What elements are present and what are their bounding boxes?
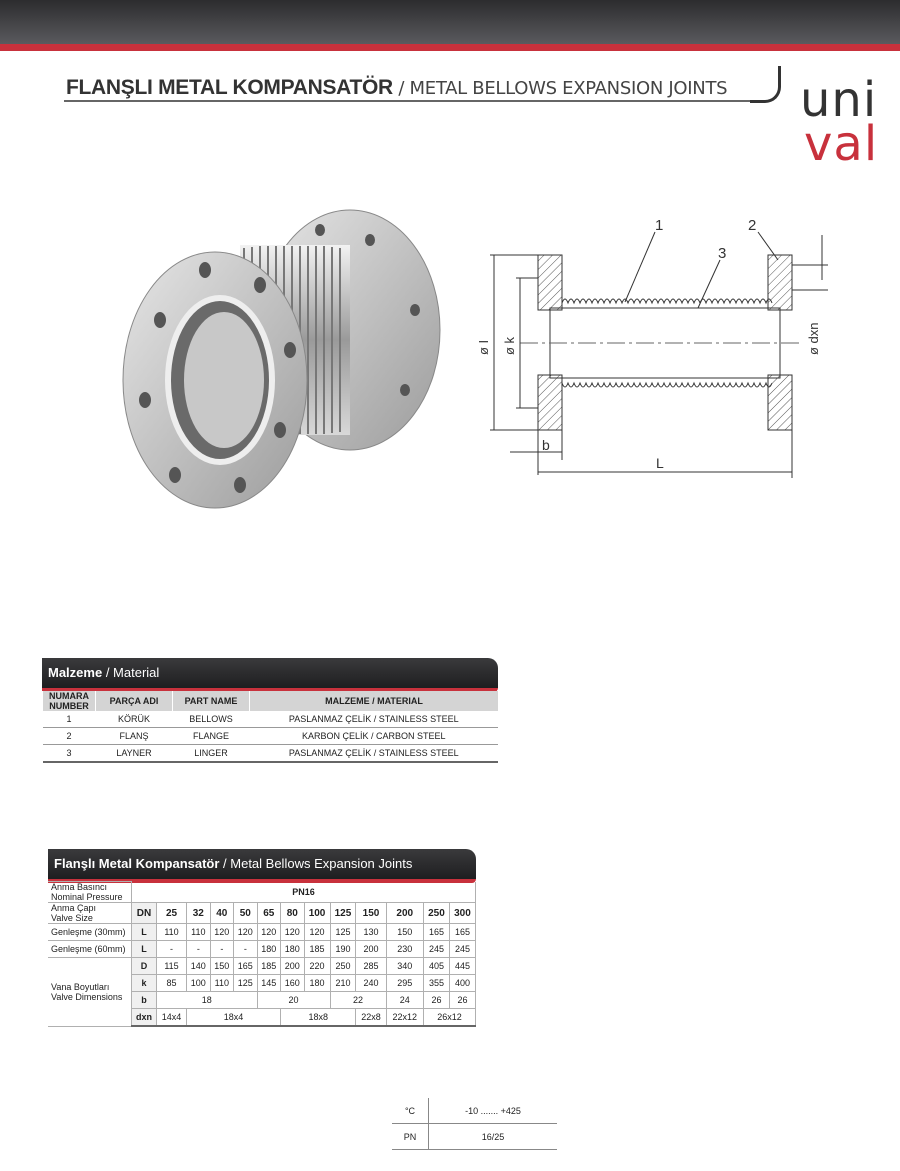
material-table [42,691,498,763]
callout-1: 1 [655,217,664,234]
dimensions-heading-thin: / Metal Bellows Expansion Joints [219,856,413,871]
inner-liner [184,312,264,448]
header-part-name-en: PART NAME [173,691,250,711]
page-title [66,76,727,100]
dim-L-label: L [656,455,664,471]
dim-I-label: ø I [476,339,491,355]
pn-value: 16/25 [429,1124,558,1150]
dimensions-heading-bold: Flanşlı Metal Kompansatör [54,856,220,871]
dimensions-table [48,881,476,1027]
title-underline [64,100,769,102]
logo-top-text: uni [800,72,878,128]
dimensions-heading [48,849,476,879]
temp-value: -10 ....... +425 [429,1098,558,1124]
table-row: b 18 20 22 24 26 26 [48,992,476,1009]
pressure-value: PN16 [132,882,476,903]
title-separator: / [392,78,410,99]
valve-dimensions-label: Vana Boyutları Valve Dimensions [48,958,132,1027]
table-row [392,1098,557,1124]
technical-drawing [470,210,821,490]
header-number: NUMARA NUMBER [43,691,96,711]
dn-row: Anma Çapı Valve Size DN 25 32 40 50 65 80 100 125 150 200 250 300 [48,903,476,924]
left-flange-bottom [538,375,562,430]
temp-key: °C [392,1098,429,1124]
pn-key: PN [392,1124,429,1150]
dim-k-label: ø k [502,336,517,355]
unival-logo [800,72,880,176]
title-hook-decoration [750,66,781,103]
table-row: 2 FLANŞ FLANGE KARBON ÇELİK / CARBON STEEL [43,728,499,745]
logo-bottom-text: val [804,116,879,172]
table-row: Vana Boyutları Valve Dimensions D 115 140 150 165 185 200 220 250 285 340 405 445 [48,958,476,975]
table-row: Genleşme (30mm) L 110 110 120 120 120 120 120 125 130 150 165 165 [48,924,476,941]
material-heading-bold: Malzeme [48,665,103,680]
callout-3: 3 [718,245,727,262]
left-flange-top [538,255,562,310]
top-banner-accent [0,44,900,51]
callout-2: 2 [748,217,757,234]
table-row: k 85 100 110 125 145 160 180 210 240 295 355 400 [48,975,476,992]
table-row [392,1124,557,1150]
bellows-bottom [562,383,772,387]
size-label: Anma Çapı Valve Size [48,903,132,924]
material-heading-thin: / Material [102,665,160,680]
bellows-top [562,299,772,303]
product-photo [120,200,450,520]
material-heading [42,658,498,688]
table-row: 3 LAYNER LINGER PASLANMAZ ÇELİK / STAINLESS STEEL [43,745,499,763]
top-banner [0,0,900,44]
table-row: Genleşme (60mm) L - - - - 180 180 185 190 200 230 245 245 [48,941,476,958]
table-row: 1 KÖRÜK BELLOWS PASLANMAZ ÇELİK / STAINLESS STEEL [43,711,499,728]
title-english: METAL BELLOWS EXPANSION JOINTS [409,78,728,99]
header-material: MALZEME / MATERIAL [250,691,499,711]
header-part-name-tr: PARÇA ADI [96,691,173,711]
pressure-label: Anma Basıncı Nominal Pressure [48,882,132,903]
title-turkish: FLANŞLI METAL KOMPANSATÖR [66,76,393,99]
dim-b-label: b [542,437,550,453]
dim-dxn-label: ø dxn [806,322,821,355]
material-header-row [43,691,499,711]
conditions-table [392,1098,557,1150]
table-row: dxn 14x4 18x4 18x8 22x8 22x12 26x12 [48,1009,476,1027]
